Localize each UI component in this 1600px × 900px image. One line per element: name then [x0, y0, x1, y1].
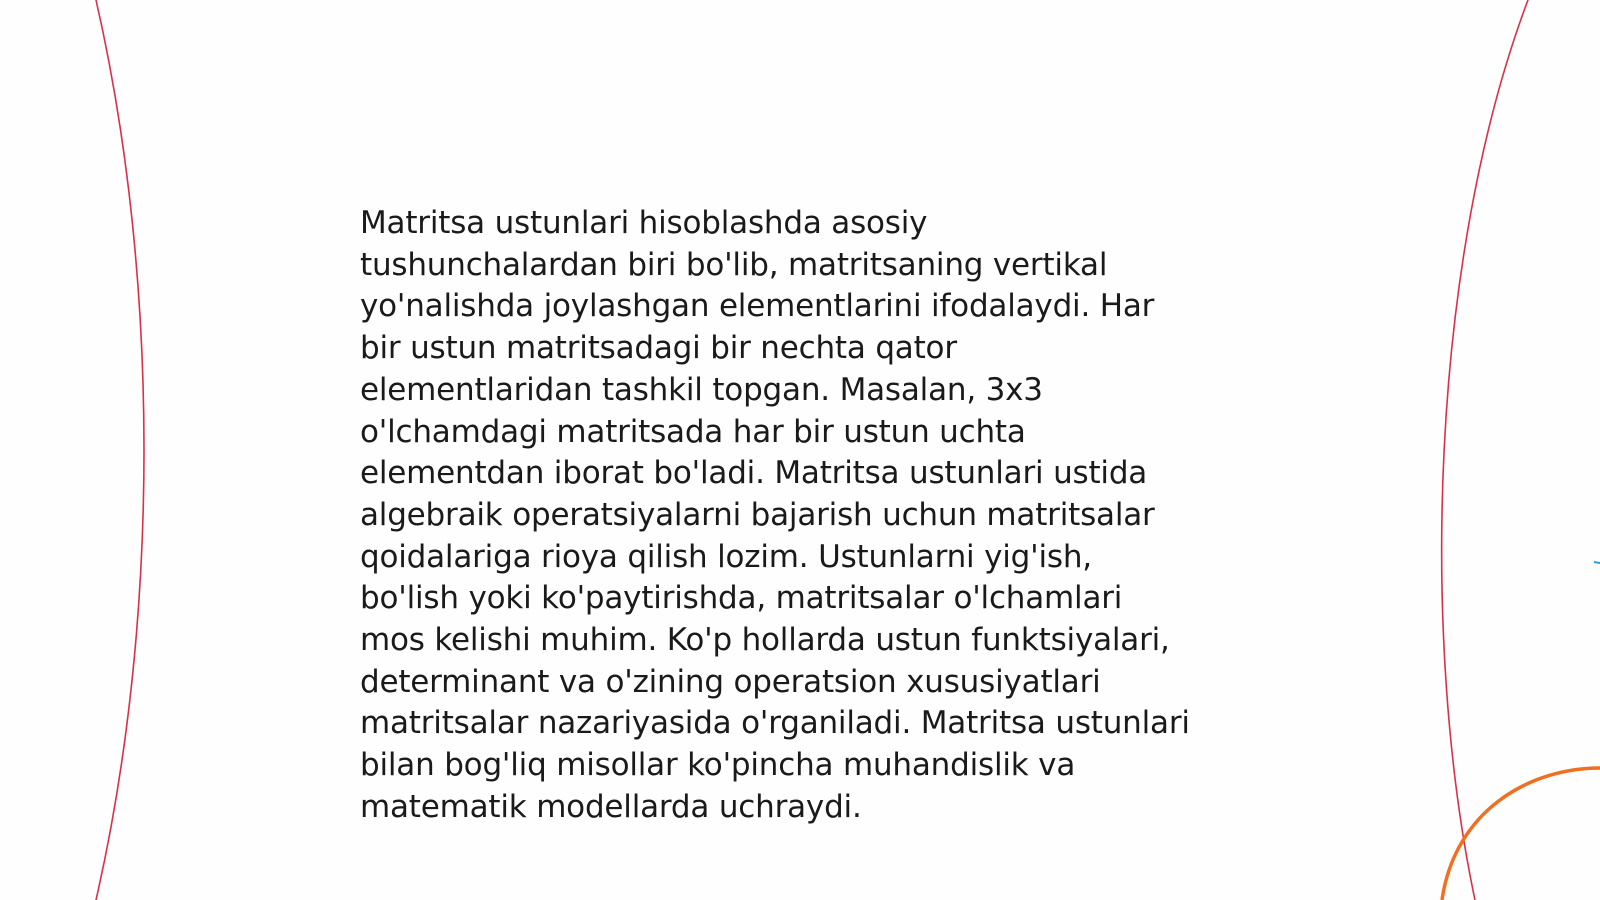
paragraph-line: o'lchamdagi matritsada har bir ustun uchta [360, 413, 1026, 450]
paragraph-line: tushunchalardan biri bo'lib, matritsaning vertikal [360, 246, 1108, 283]
right-curve-line [1442, 0, 1528, 900]
body-paragraph [360, 203, 1260, 829]
paragraph-line: bir ustun matritsadagi bir nechta qator [360, 330, 957, 367]
paragraph-line: Matritsa ustunlari hisoblashda asosiy [360, 205, 928, 241]
paragraph-line: matematik modellarda uchraydi. [360, 788, 862, 825]
paragraph-line: elementlaridan tashkil topgan. Masalan, 3x3 [360, 371, 1043, 408]
paragraph-line: bilan bog'liq misollar ko'pincha muhandislik va [360, 747, 1076, 784]
paragraph-line: matritsalar nazariyasida o'rganiladi. Matritsa ustunlari [360, 705, 1190, 742]
blue-accent-tick [1594, 562, 1600, 563]
paragraph-line: elementdan iborat bo'ladi. Matritsa ustunlari ustida [360, 455, 1148, 492]
left-curve-line [96, 0, 144, 900]
paragraph-line: bo'lish yoki ko'paytirishda, matritsalar o'lchamlari [360, 580, 1123, 617]
paragraph-line: mos kelishi muhim. Ko'p hollarda ustun funktsiyalari, [360, 622, 1170, 659]
paragraph-line: qoidalariga rioya qilish lozim. Ustunlarni yig'ish, [360, 538, 1092, 575]
paragraph-line: algebraik operatsiyalarni bajarish uchun matritsalar [360, 496, 1155, 533]
paragraph-line: determinant va o'zining operatsion xususiyatlari [360, 663, 1101, 700]
orange-accent-arc [1442, 768, 1600, 900]
paragraph-line: yo'nalishda joylashgan elementlarini ifodalaydi. Har [360, 288, 1155, 325]
